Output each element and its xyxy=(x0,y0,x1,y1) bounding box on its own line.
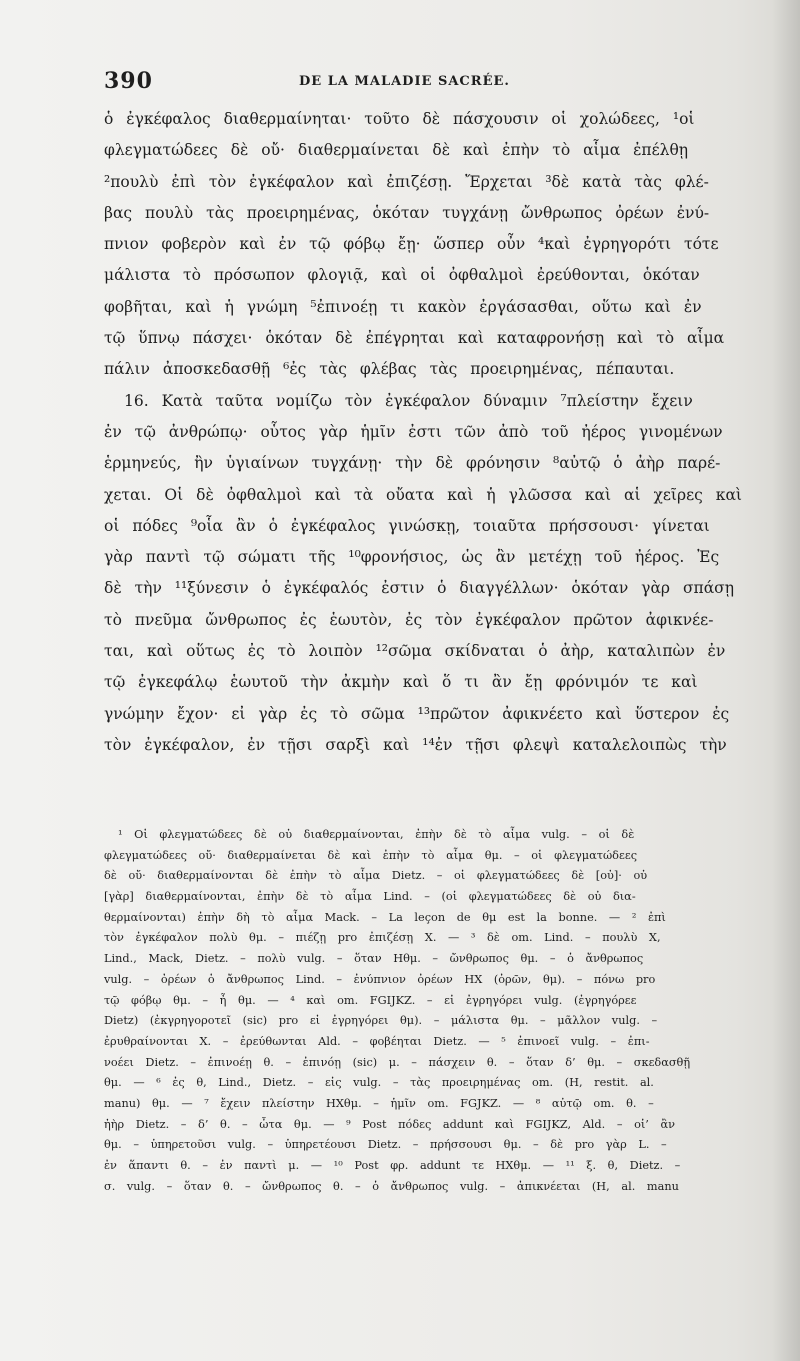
main-text xyxy=(104,104,744,761)
footnote-line: manu) θμ. — ⁷ ἔχειν πλείστην HXθμ. – ἡμῖν om. FGJKZ. — ⁸ αὐτῷ om. θ. – xyxy=(104,1096,654,1110)
footnote-line: φλεγματώδεες οὔ· διαθερμαίνεται δὲ καὶ ἐπὴν τὸ αἷμα θμ. – οἱ φλεγματώδεες xyxy=(104,848,638,862)
text-line: πνιον φοβερὸν καὶ ἐν τῷ φόβῳ ἔῃ· ὥσπερ οὖν ⁴καὶ ἐγρηγορότι τότε xyxy=(104,235,719,254)
footnote-line: τῷ φόβῳ θμ. – ἦ θμ. — ⁴ καὶ om. FGIJKZ. – εἰ ἐγρηγόρει vulg. (ἐγρηγόρεε xyxy=(104,993,637,1007)
page-header xyxy=(104,68,764,100)
footnote-line: ἠὴρ Dietz. – δ’ θ. – ὦτα θμ. — ⁹ Post πόδες addunt καὶ FGIJKZ, Ald. – οἱ’ ἂν xyxy=(104,1117,675,1131)
footnote-line: Lind., Mack, Dietz. – πολὺ vulg. – ὅταν Hθμ. – ὤνθρωπος θμ. – ὁ ἄνθρωπος xyxy=(104,952,644,966)
footnote-line: [γὰρ] διαθερμαίνονται, ἐπὴν δὲ τὸ αἷμα Lind. – (οἱ φλεγματώδεες δὲ οὐ δια- xyxy=(104,890,636,904)
text-line: ται, καὶ οὕτως ἐς τὸ λοιπὸν ¹²σῶμα σκίδναται ὁ ἀὴρ, καταλιπὼν ἐν xyxy=(104,642,726,661)
text-line: γνώμην ἔχον· εἰ γὰρ ἐς τὸ σῶμα ¹³πρῶτον ἀφικνέετο καὶ ὕστερον ἐς xyxy=(104,704,730,723)
text-line: τὸ πνεῦμα ὤνθρωπος ἐς ἑωυτὸν, ἐς τὸν ἐγκέφαλον πρῶτον ἀφικνέε- xyxy=(104,610,714,629)
text-line: πάλιν ἀποσκεδασθῇ ⁶ἐς τὰς φλέβας τὰς προειρημένας, πέπαυται. xyxy=(104,360,675,379)
footnote-line: ἐρυθραίνονται X. – ἐρεύθωνται Ald. – φοβέηται Dietz. — ⁵ ἐπινοεῖ vulg. – ἐπι- xyxy=(104,1034,650,1048)
footnote-line: ἐν ἅπαντι θ. – ἐν παντὶ μ. — ¹⁰ Post φρ. addunt τε HXθμ. — ¹¹ ξ. θ, Dietz. – xyxy=(104,1159,681,1172)
footnote-line: θμ. – ὑπηρετοῦσι vulg. – ὑπηρετέουσι Dietz. – πρήσσουσι θμ. – δὲ pro γὰρ L. – xyxy=(104,1138,667,1152)
text-line: βας πουλὺ τὰς προειρημένας, ὁκόταν τυγχάνῃ ὤνθρωπος ὀρέων ἐνύ- xyxy=(104,203,710,222)
text-line: οἱ πόδες ⁹οἷα ἂν ὁ ἐγκέφαλος γινώσκῃ, τοιαῦτα πρήσσουσι· γίνεται xyxy=(104,516,710,535)
text-line: ²πουλὺ ἐπὶ τὸν ἐγκέφαλον καὶ ἐπιζέσῃ. Ἔρχεται ³δὲ κατὰ τὰς φλέ- xyxy=(104,172,709,191)
footnote-line: vulg. – ὀρέων ὁ ἄνθρωπος Lind. – ἐνύπνιον ὀρέων HX (ὀρῶν, θμ). – πόνω pro xyxy=(104,972,656,986)
page-number: 390 xyxy=(104,68,153,94)
text-line: χεται. Οἱ δὲ ὀφθαλμοὶ καὶ τὰ οὔατα καὶ ἡ γλῶσσα καὶ αἱ χεῖρες καὶ xyxy=(104,485,742,504)
text-line: μάλιστα τὸ πρόσωπον φλογιᾷ, καὶ οἱ ὀφθαλμοὶ ἐρεύθονται, ὁκόταν xyxy=(104,266,700,285)
footnote-line: δὲ οὔ· διαθερμαίνονται δὲ ἐπὴν τὸ αἷμα Dietz. – οἱ φλεγματώδεες δὲ [οὐ]· οὐ xyxy=(104,869,648,883)
footnote-line: σ. vulg. – ὅταν θ. – ὤνθρωπος θ. – ὁ ἄνθρωπος vulg. – ἀπικνέεται (H, al. manu xyxy=(104,1179,679,1193)
text-line: ἐν τῷ ἀνθρώπῳ· οὗτος γὰρ ἡμῖν ἐστι τῶν ἀπὸ τοῦ ἠέρος γινομένων xyxy=(104,422,723,441)
text-line: τὸν ἐγκέφαλον, ἐν τῇσι σαρξὶ καὶ ¹⁴ἐν τῇσι φλεψὶ καταλελοιπὼς τὴν xyxy=(104,735,727,754)
footnote-line: θερμαίνονται) ἐπὴν δὴ τὸ αἷμα Mack. – La leçon de θμ est la bonne. — ² ἐπὶ xyxy=(104,910,666,924)
text-line: φλεγματώδεες δὲ οὔ· διαθερμαίνεται δὲ καὶ ἐπὴν τὸ αἷμα ἐπέλθῃ xyxy=(104,141,689,160)
text-line: ὁ ἐγκέφαλος διαθερμαίνηται· τοῦτο δὲ πάσχουσιν οἱ χολώδεες, ¹οἱ xyxy=(104,110,695,128)
text-line: ἑρμηνεύς, ἢν ὑγιαίνων τυγχάνῃ· τὴν δὲ φρόνησιν ⁸αὐτῷ ὁ ἀὴρ παρέ- xyxy=(104,454,721,473)
footnotes xyxy=(104,825,744,1197)
footnote-line: θμ. — ⁶ ἐς θ, Lind., Dietz. – εἰς vulg. – τὰς προειρημένας om. (H, restit. al. xyxy=(104,1076,654,1090)
running-title: DE LA MALADIE SACRÉE. xyxy=(299,74,510,89)
footnote-line: νοέει Dietz. – ἐπινοέῃ θ. – ἐπινόῃ (sic) μ. – πάσχειν θ. – ὅταν δ’ θμ. – σκεδασθῇ xyxy=(104,1055,691,1069)
footnote-line: Dietz) (ἐκγρηγοροτεῖ (sic) pro εἰ ἐγρηγόρει θμ). – μάλιστα θμ. – μᾶλλον vulg. – xyxy=(104,1014,658,1028)
page-edge-shadow xyxy=(772,0,800,1361)
text-line: γὰρ παντὶ τῷ σώματι τῆς ¹⁰φρονήσιος, ὡς ἂν μετέχῃ τοῦ ἠέρος. Ἐς xyxy=(104,548,720,567)
text-line: δὲ τὴν ¹¹ξύνεσιν ὁ ἐγκέφαλός ἐστιν ὁ διαγγέλλων· ὁκόταν γὰρ σπάσῃ xyxy=(104,579,735,598)
text-line: τῷ ὕπνῳ πάσχει· ὁκόταν δὲ ἐπέγρηται καὶ καταφρονήσῃ καὶ τὸ αἷμα xyxy=(104,329,725,348)
text-line: φοβῆται, καὶ ἡ γνώμη ⁵ἐπινοέῃ τι κακὸν ἐργάσασθαι, οὕτω καὶ ἐν xyxy=(104,297,702,316)
footnote-line: ¹ Οἱ φλεγματώδεες δὲ οὐ διαθερμαίνονται, ἐπὴν δὲ τὸ αἷμα vulg. – οἱ δὲ xyxy=(118,828,635,841)
footnote-line: τὸν ἐγκέφαλον πολὺ θμ. – πιέζῃ pro ἐπιζέσῃ X. — ³ δὲ om. Lind. – πουλὺ X, xyxy=(104,931,661,945)
text-line: τῷ ἐγκεφάλῳ ἑωυτοῦ τὴν ἀκμὴν καὶ ὅ τι ἂν ἔῃ φρόνιμόν τε καὶ xyxy=(104,673,698,692)
text-line: 16. Κατὰ ταῦτα νομίζω τὸν ἐγκέφαλον δύναμιν ⁷πλείστην ἔχειν xyxy=(124,391,693,410)
